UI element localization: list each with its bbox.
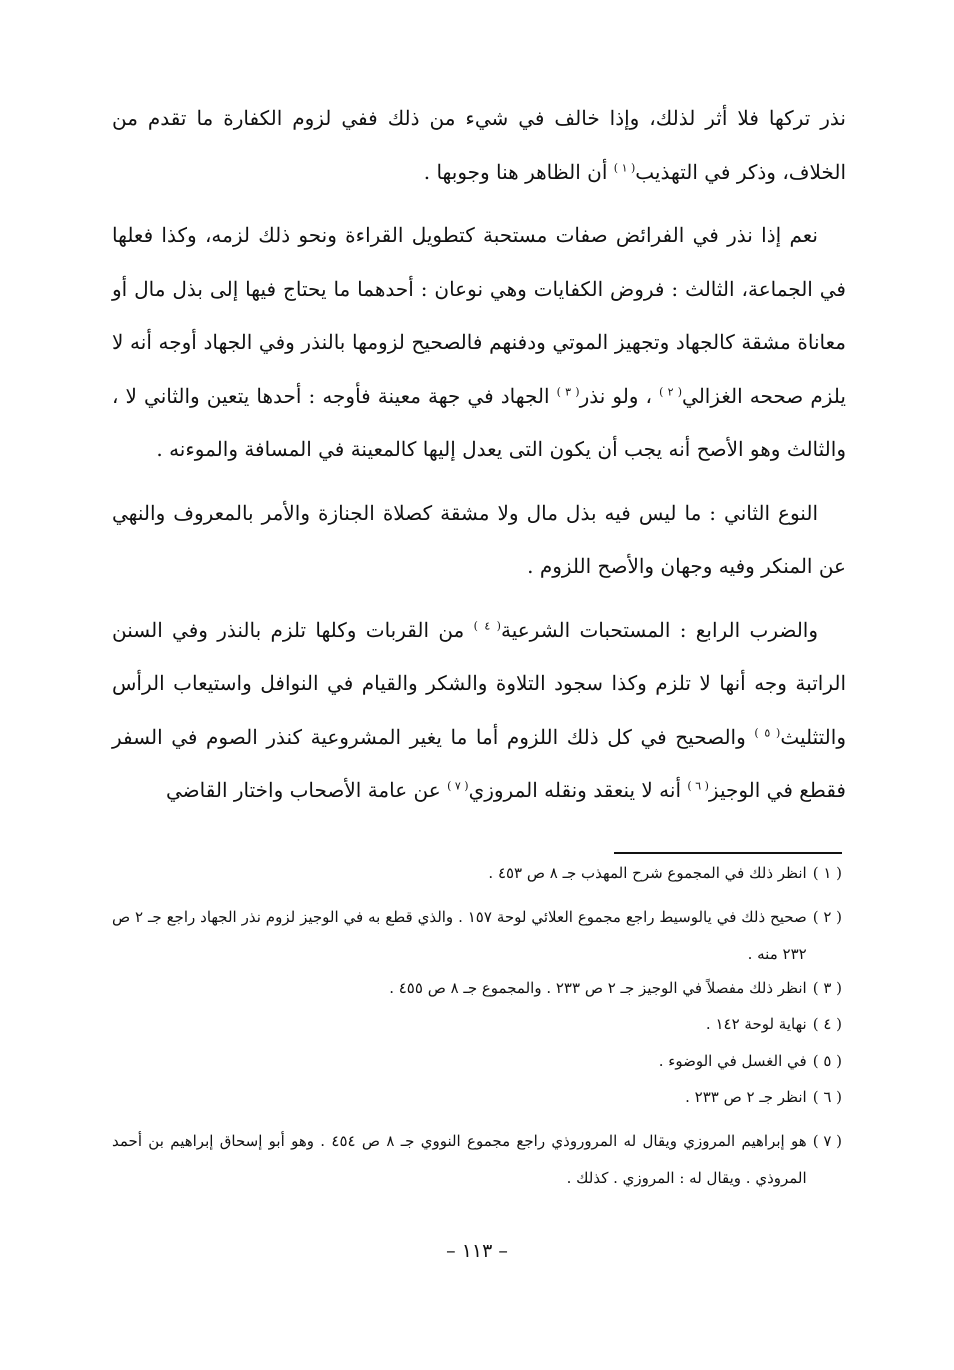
footnote-text: انظر جـ ٢ ص ٢٣٣ . bbox=[685, 1088, 807, 1106]
footnote-marker-5: ( ٥ ) bbox=[754, 725, 781, 739]
footnote-text: نهاية لوحة ١٤٢ . bbox=[705, 1015, 807, 1033]
paragraph-4 bbox=[112, 604, 846, 818]
footnote-text: في الغسل في الوضوء . bbox=[658, 1051, 807, 1070]
paragraph-3 bbox=[112, 487, 846, 594]
footnotes bbox=[112, 862, 842, 1201]
text-run: الجهاد في جهة معينة فأوجه : أحدها يتعين والثاني لا ، والثالث وهو الأصح أنه يجب أن يكون التى يعدل إليها كالمعينة في المسافة والموءنه . bbox=[112, 383, 846, 461]
footnote-marker-1: ( ١ ) bbox=[613, 160, 636, 174]
text-run: والضرب الرابع : المستحبات الشرعية bbox=[500, 617, 819, 642]
text-run: نذر تركها فلا أثر لذلك، وإذا خالف في شيء من ذلك ففي لزوم الكفارة ما تقدم من الخلاف، وذكر في التهذيب bbox=[112, 106, 846, 184]
footnote-number: ( ١ ) bbox=[812, 864, 842, 882]
footnote-text: انظر ذلك في المجموع شرح المهذب جـ ٨ ص ٤٥٣ . bbox=[488, 864, 807, 882]
paragraph-1 bbox=[112, 92, 846, 199]
footnote-number: ( ٥ ) bbox=[812, 1051, 842, 1070]
text-run: أن الظاهر هنا وجوبها . bbox=[423, 159, 614, 184]
text-run: أنه لا ينعقد ونقله المروزي bbox=[468, 778, 688, 802]
text-run: من القربات وكلها تلزم بالنذر وفي السنن الراتبة وجه أنها لا تلزم وكذا سجود التلاوة والشكر والقيام في النوافل واستيعاب الرأس والتثليث bbox=[112, 617, 847, 749]
footnote-6 bbox=[112, 1086, 842, 1109]
footnote-number: ( ٧ ) bbox=[812, 1131, 842, 1150]
footnote-number: ( ٤ ) bbox=[812, 1015, 842, 1033]
footnote-2 bbox=[112, 899, 842, 973]
footnote-number: ( ٣ ) bbox=[812, 978, 842, 997]
page-number: – ١١٣ – bbox=[446, 1240, 508, 1262]
text-run: والصحيح في كل ذلك اللزوم أما ما يغير المشروعية كنذر الصوم في السفر فقطع في الوجيز bbox=[112, 724, 846, 802]
text-run: عن عامة الأصحاب واختار القاضي bbox=[165, 778, 448, 802]
footnote-separator bbox=[614, 852, 842, 854]
footnote-marker-7: ( ٧ ) bbox=[447, 779, 469, 793]
text-run: نعم إذا نذر في الفرائض صفات مستحبة كتطويل القراءة ونحو ذلك لزمه، وكذا فعلها في الجماعة، الثالث : فروض الكفايات وهي نوعان : أحدهما ما يحتاج فيها إلى بذل مال أو معاناة مشقة كالجهاد وتجهيز الموتي ودفنهم فالصحيح لزومها بالنذر وفي الجهاد أوجه أنه لا يلزم صححه الغزالي bbox=[112, 223, 846, 408]
footnote-7 bbox=[112, 1123, 842, 1197]
text-run: النوع الثاني : ما ليس فيه بذل مال ولا مشقة كصلاة الجنازة والأمر بالمعروف والنهي عن المنكر وفيه وجهان والأصح اللزوم . bbox=[112, 500, 846, 578]
footnote-number: ( ٢ ) bbox=[812, 907, 842, 926]
footnote-text: هو إبراهيم المروزي ويقال له المروروذي راجع مجموع النووي جـ ٨ ص ٤٥٤ . وهو أبو إسحاق إبراهيم بن أحمد المروذي . ويقال له : المروزي . كذلك . bbox=[112, 1131, 807, 1187]
paragraph-2 bbox=[112, 209, 846, 477]
footnote-number: ( ٦ ) bbox=[812, 1088, 842, 1106]
footnote-marker-3: ( ٣ ) bbox=[556, 384, 580, 398]
footnote-marker-6: ( ٦ ) bbox=[687, 779, 709, 793]
text-run: ، ولو نذر bbox=[579, 383, 660, 408]
footnote-marker-4: ( ٤ ) bbox=[473, 618, 501, 632]
footnote-4 bbox=[112, 1013, 842, 1036]
main-text bbox=[112, 92, 846, 828]
footnote-text: صحيح ذلك في يالوسيط راجع مجموع العلائي لوحة ١٥٧ . والذي قطع به في الوجيز لزوم نذر الجهاد راجع جـ ٢ ص ٢٣٢ منه . bbox=[112, 907, 807, 963]
footnote-3 bbox=[112, 977, 842, 1000]
footnote-5 bbox=[112, 1050, 842, 1073]
footnote-marker-2: ( ٢ ) bbox=[659, 384, 683, 398]
footnote-1 bbox=[112, 862, 842, 885]
footnote-text: انظر ذلك مفصلاً في الوجيز جـ ٢ ص ٢٣٣ . والمجموع جـ ٨ ص ٤٥٥ . bbox=[389, 978, 807, 997]
